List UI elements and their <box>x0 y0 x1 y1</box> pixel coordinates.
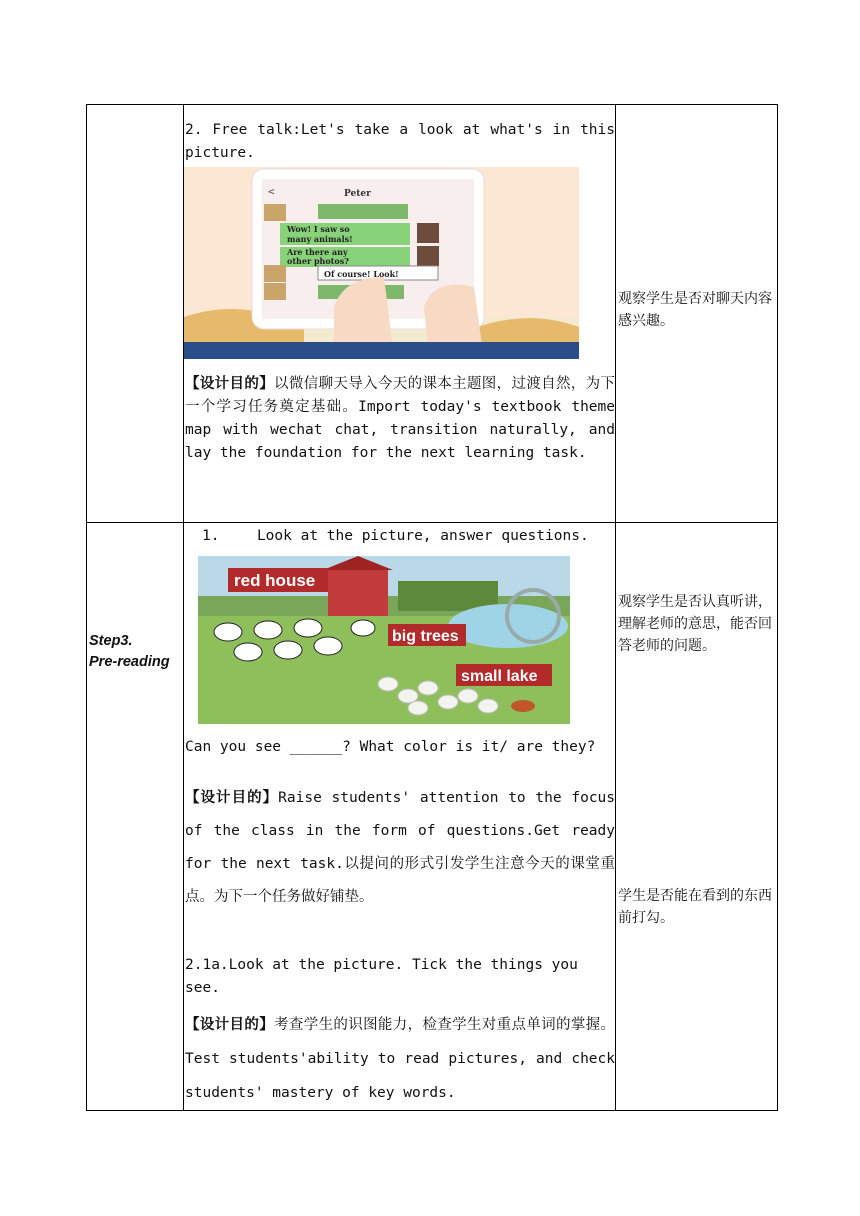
design-purpose-text-2: Raise students' attention to the focus of the class in the form of questions.Get ready for the next task.以提问的形式引发学生注意今天的课堂重点。为下一个任务做好铺垫。 <box>185 790 616 905</box>
item1 <box>184 525 615 548</box>
design-purpose-label: 【设计目的】 <box>185 376 275 392</box>
design-purpose-paragraph <box>184 373 615 465</box>
chat-msg2: Are there any <box>287 247 348 257</box>
assessment-note: 观察学生是否对聊天内容感兴趣。 <box>618 291 772 329</box>
step-label-line1: Step3. <box>89 633 133 649</box>
assessment-cell <box>616 523 778 1111</box>
free-talk-text: 2. Free talk:Let's take a look at what's in this picture. <box>185 122 615 161</box>
design-purpose-text: 以微信聊天导入今天的课本主题图，过渡自然，为下一个学习任务奠定基础。Import today's textbook theme map with wechat chat, transition naturally, and lay the foundation for the next learning task. <box>185 376 616 461</box>
assessment-note-1: 观察学生是否认真听讲，理解老师的意思，能否回答老师的问题。 <box>618 594 772 654</box>
step-label-line2: Pre-reading <box>89 654 170 670</box>
design-purpose-label-3: 【设计目的】 <box>185 1017 275 1033</box>
design-purpose-paragraph-2 <box>184 782 615 914</box>
lesson-plan-table <box>86 104 778 1111</box>
chat-msg3: Of course! Look! <box>324 269 399 279</box>
activity-cell <box>184 523 616 1111</box>
step-cell <box>87 523 184 1111</box>
assessment-note-2: 学生是否能在看到的东西前打勾。 <box>618 888 772 926</box>
assessment-cell <box>616 105 778 523</box>
design-purpose-paragraph-3 <box>184 1008 615 1110</box>
design-purpose-text-3: 考查学生的识图能力，检查学生对重点单词的掌握。Test students'ability to read pictures, and check students' mastery of key words. <box>185 1017 616 1101</box>
wechat-chat-image <box>184 167 579 359</box>
label-big-trees: big trees <box>392 628 459 645</box>
table-row <box>87 105 778 523</box>
svg-text:<: < <box>268 185 275 198</box>
question-text: Can you see ______? What color is it/ are they? <box>185 739 596 755</box>
table-row <box>87 523 778 1111</box>
farm-picture <box>198 556 570 724</box>
chat-contact-name: Peter <box>344 189 371 199</box>
chat-msg1b: many animals! <box>287 234 353 244</box>
label-red-house: red house <box>234 571 316 590</box>
design-purpose-label-2: 【设计目的】 <box>185 790 279 806</box>
chat-msg1: Wow! I saw so <box>287 224 350 234</box>
step-label <box>87 631 183 673</box>
item2-text: 2.1a.Look at the picture. Tick the things you see. <box>185 957 578 996</box>
activity-cell <box>184 105 616 523</box>
step-cell <box>87 105 184 523</box>
chat-msg2b: other photos? <box>287 256 349 266</box>
item1-text: Look at the picture, answer questions. <box>256 528 589 544</box>
item1-number: 1. <box>202 528 220 544</box>
label-small-lake: small lake <box>461 668 538 685</box>
